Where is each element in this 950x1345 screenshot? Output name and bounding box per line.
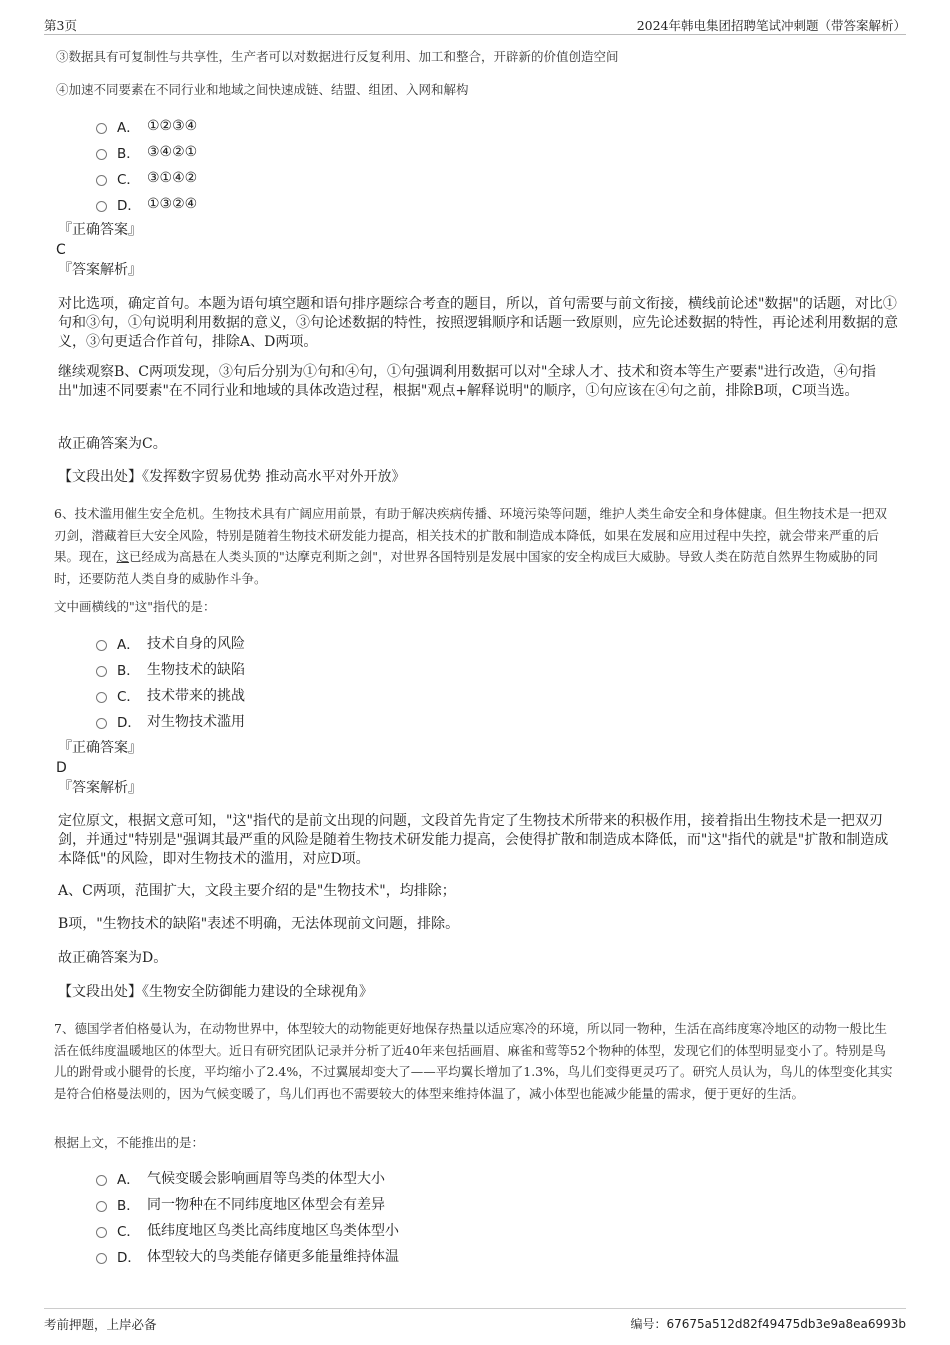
q5-sentence-3: ③数据具有可复制性与共享性，生产者可以对数据进行反复利用、加工和整合，开辟新的价值创造空间	[56, 49, 619, 64]
radio-icon[interactable]	[96, 123, 107, 134]
q6-stem: 6、技术滥用催生安全危机。生物技术具有广阔应用前景，有助于解决疾病传播、环境污染等问题，维护人类生命安全和身体健康。但生物技术是一把双刃剑，潜藏着巨大安全风险，特别是随着生物技术研发能力提高，相关技术的扩散和制造成本降低，如果在发展和应用过程中失控，就会带来严重的后果。现在，这已经成为高悬在人类头顶的"达摩克利斯之剑"，对世界各国特别是发展中国家的安全构成巨大威胁。导致人类在防范自然界生物威胁的同时，还要防范人类自身的威胁作斗争。	[54, 506, 887, 586]
q6-question: 文中画横线的"这"指代的是：	[54, 599, 216, 614]
q5-option-c[interactable]: C． ③①④②	[96, 165, 197, 191]
document-title: 2024年韩电集团招聘笔试冲刺题（带答案解析）	[636, 18, 906, 33]
radio-icon[interactable]	[96, 1175, 107, 1186]
q5-option-a[interactable]: A． ①②③④	[96, 113, 197, 139]
radio-icon[interactable]	[96, 640, 107, 651]
q7-options	[96, 1165, 399, 1269]
q7-option-a[interactable]: A． 气候变暖会影响画眉等鸟类的体型大小	[96, 1165, 399, 1191]
document-id: 编号：67675a512d82f49475db3e9a8ea6993b	[630, 1317, 906, 1331]
q7-option-d[interactable]: D． 体型较大的鸟类能存储更多能量维持体温	[96, 1243, 399, 1269]
q5-analysis-label: 『答案解析』	[58, 262, 142, 278]
radio-icon[interactable]	[96, 666, 107, 677]
q6-analysis-p2: A、C两项，范围扩大，文段主要介绍的是"生物技术"，均排除；	[58, 883, 456, 899]
q5-option-d[interactable]: D． ①③②④	[96, 191, 197, 217]
q6-answer: D	[56, 760, 67, 776]
q5-analysis-p3: 故正确答案为C。	[58, 436, 167, 452]
q7-stem: 7、德国学者伯格曼认为，在动物世界中，体型较大的动物能更好地保存热量以适应寒冷的环境，所以同一物种，生活在高纬度寒冷地区的动物一般比生活在低纬度温暖地区的体型大。近日有研究团队记录并分析了近40年来包括画眉、麻雀和莺等52个物种的体型，发现它们的体型明显变小了。特别是鸟儿的跗骨或小腿骨的长度，平均缩小了2.4%，不过翼展却变大了——平均翼长增加了1.3%，鸟儿们变得更灵巧了。研究人员认为，鸟儿的体型变化其实是符合伯格曼法则的，因为气候变暖了，鸟儿们再也不需要较大的体型来维持体温了，减小体型也能减少能量的需求，便于更好的生活。	[54, 1021, 893, 1101]
radio-icon[interactable]	[96, 175, 107, 186]
q6-analysis-p1: 定位原文，根据文意可知，"这"指代的是前文出现的问题，文段首先肯定了生物技术所带来的积极作用，接着指出生物技术是一把双刃剑，并通过"特别是"强调其最严重的风险是随着生物技术研发能力提高，会使得扩散和制造成本降低，而"这"指代的就是"扩散和制造成本降低"的风险，即对生物技术的滥用，对应D项。	[58, 813, 889, 867]
footer-slogan: 考前押题，上岸必备	[44, 1317, 157, 1332]
q6-analysis-p3: B项，"生物技术的缺陷"表述不明确，无法体现前文问题，排除。	[58, 916, 460, 932]
q5-analysis-p2: 继续观察B、C两项发现，③句后分别为①句和④句，①句强调利用数据可以对"全球人才、技术和资本等生产要素"进行改造，④句指出"加速不同要素"在不同行业和地域的具体改造过程，根据"观点+解释说明"的顺序，①句应该在④句之前，排除B项，C项当选。	[58, 364, 876, 399]
page-number: 第3页	[44, 18, 77, 33]
q7-option-b[interactable]: B． 同一物种在不同纬度地区体型会有差异	[96, 1191, 399, 1217]
q6-option-c[interactable]: C． 技术带来的挑战	[96, 682, 245, 708]
q6-option-b[interactable]: B． 生物技术的缺陷	[96, 656, 245, 682]
underlined-word: 这	[116, 549, 130, 564]
q6-analysis-label: 『答案解析』	[58, 780, 142, 796]
q5-option-b[interactable]: B． ③④②①	[96, 139, 197, 165]
radio-icon[interactable]	[96, 149, 107, 160]
q6-analysis-p4: 故正确答案为D。	[58, 950, 168, 966]
q5-options	[96, 113, 197, 217]
radio-icon[interactable]	[96, 718, 107, 729]
q5-source: 【文段出处】《发挥数字贸易优势 推动高水平对外开放》	[58, 469, 406, 485]
q6-source: 【文段出处】《生物安全防御能力建设的全球视角》	[58, 984, 373, 1000]
radio-icon[interactable]	[96, 201, 107, 212]
q6-options	[96, 630, 245, 734]
radio-icon[interactable]	[96, 692, 107, 703]
q5-answer: C	[56, 242, 66, 258]
radio-icon[interactable]	[96, 1253, 107, 1264]
page-header	[44, 14, 906, 35]
page-footer	[44, 1308, 906, 1339]
q6-answer-label: 『正确答案』	[58, 740, 142, 756]
q5-sentence-4: ④加速不同要素在不同行业和地域之间快速成链、结盟、组团、入网和解构	[56, 82, 469, 97]
q7-option-c[interactable]: C． 低纬度地区鸟类比高纬度地区鸟类体型小	[96, 1217, 399, 1243]
q6-option-a[interactable]: A． 技术自身的风险	[96, 630, 245, 656]
q7-question: 根据上文，不能推出的是：	[54, 1135, 205, 1150]
radio-icon[interactable]	[96, 1201, 107, 1212]
q5-analysis-p1: 对比选项，确定首句。本题为语句填空题和语句排序题综合考查的题目，所以，首句需要与前文衔接，横线前论述"数据"的话题，对比①句和③句，①句说明利用数据的意义，③句论述数据的特性，按照逻辑顺序和话题一致原则，应先论述数据的特性，再论述利用数据的意义，③句更适合作首句，排除A、D两项。	[58, 296, 898, 350]
q6-option-d[interactable]: D． 对生物技术滥用	[96, 708, 245, 734]
q5-answer-label: 『正确答案』	[58, 222, 142, 238]
radio-icon[interactable]	[96, 1227, 107, 1238]
